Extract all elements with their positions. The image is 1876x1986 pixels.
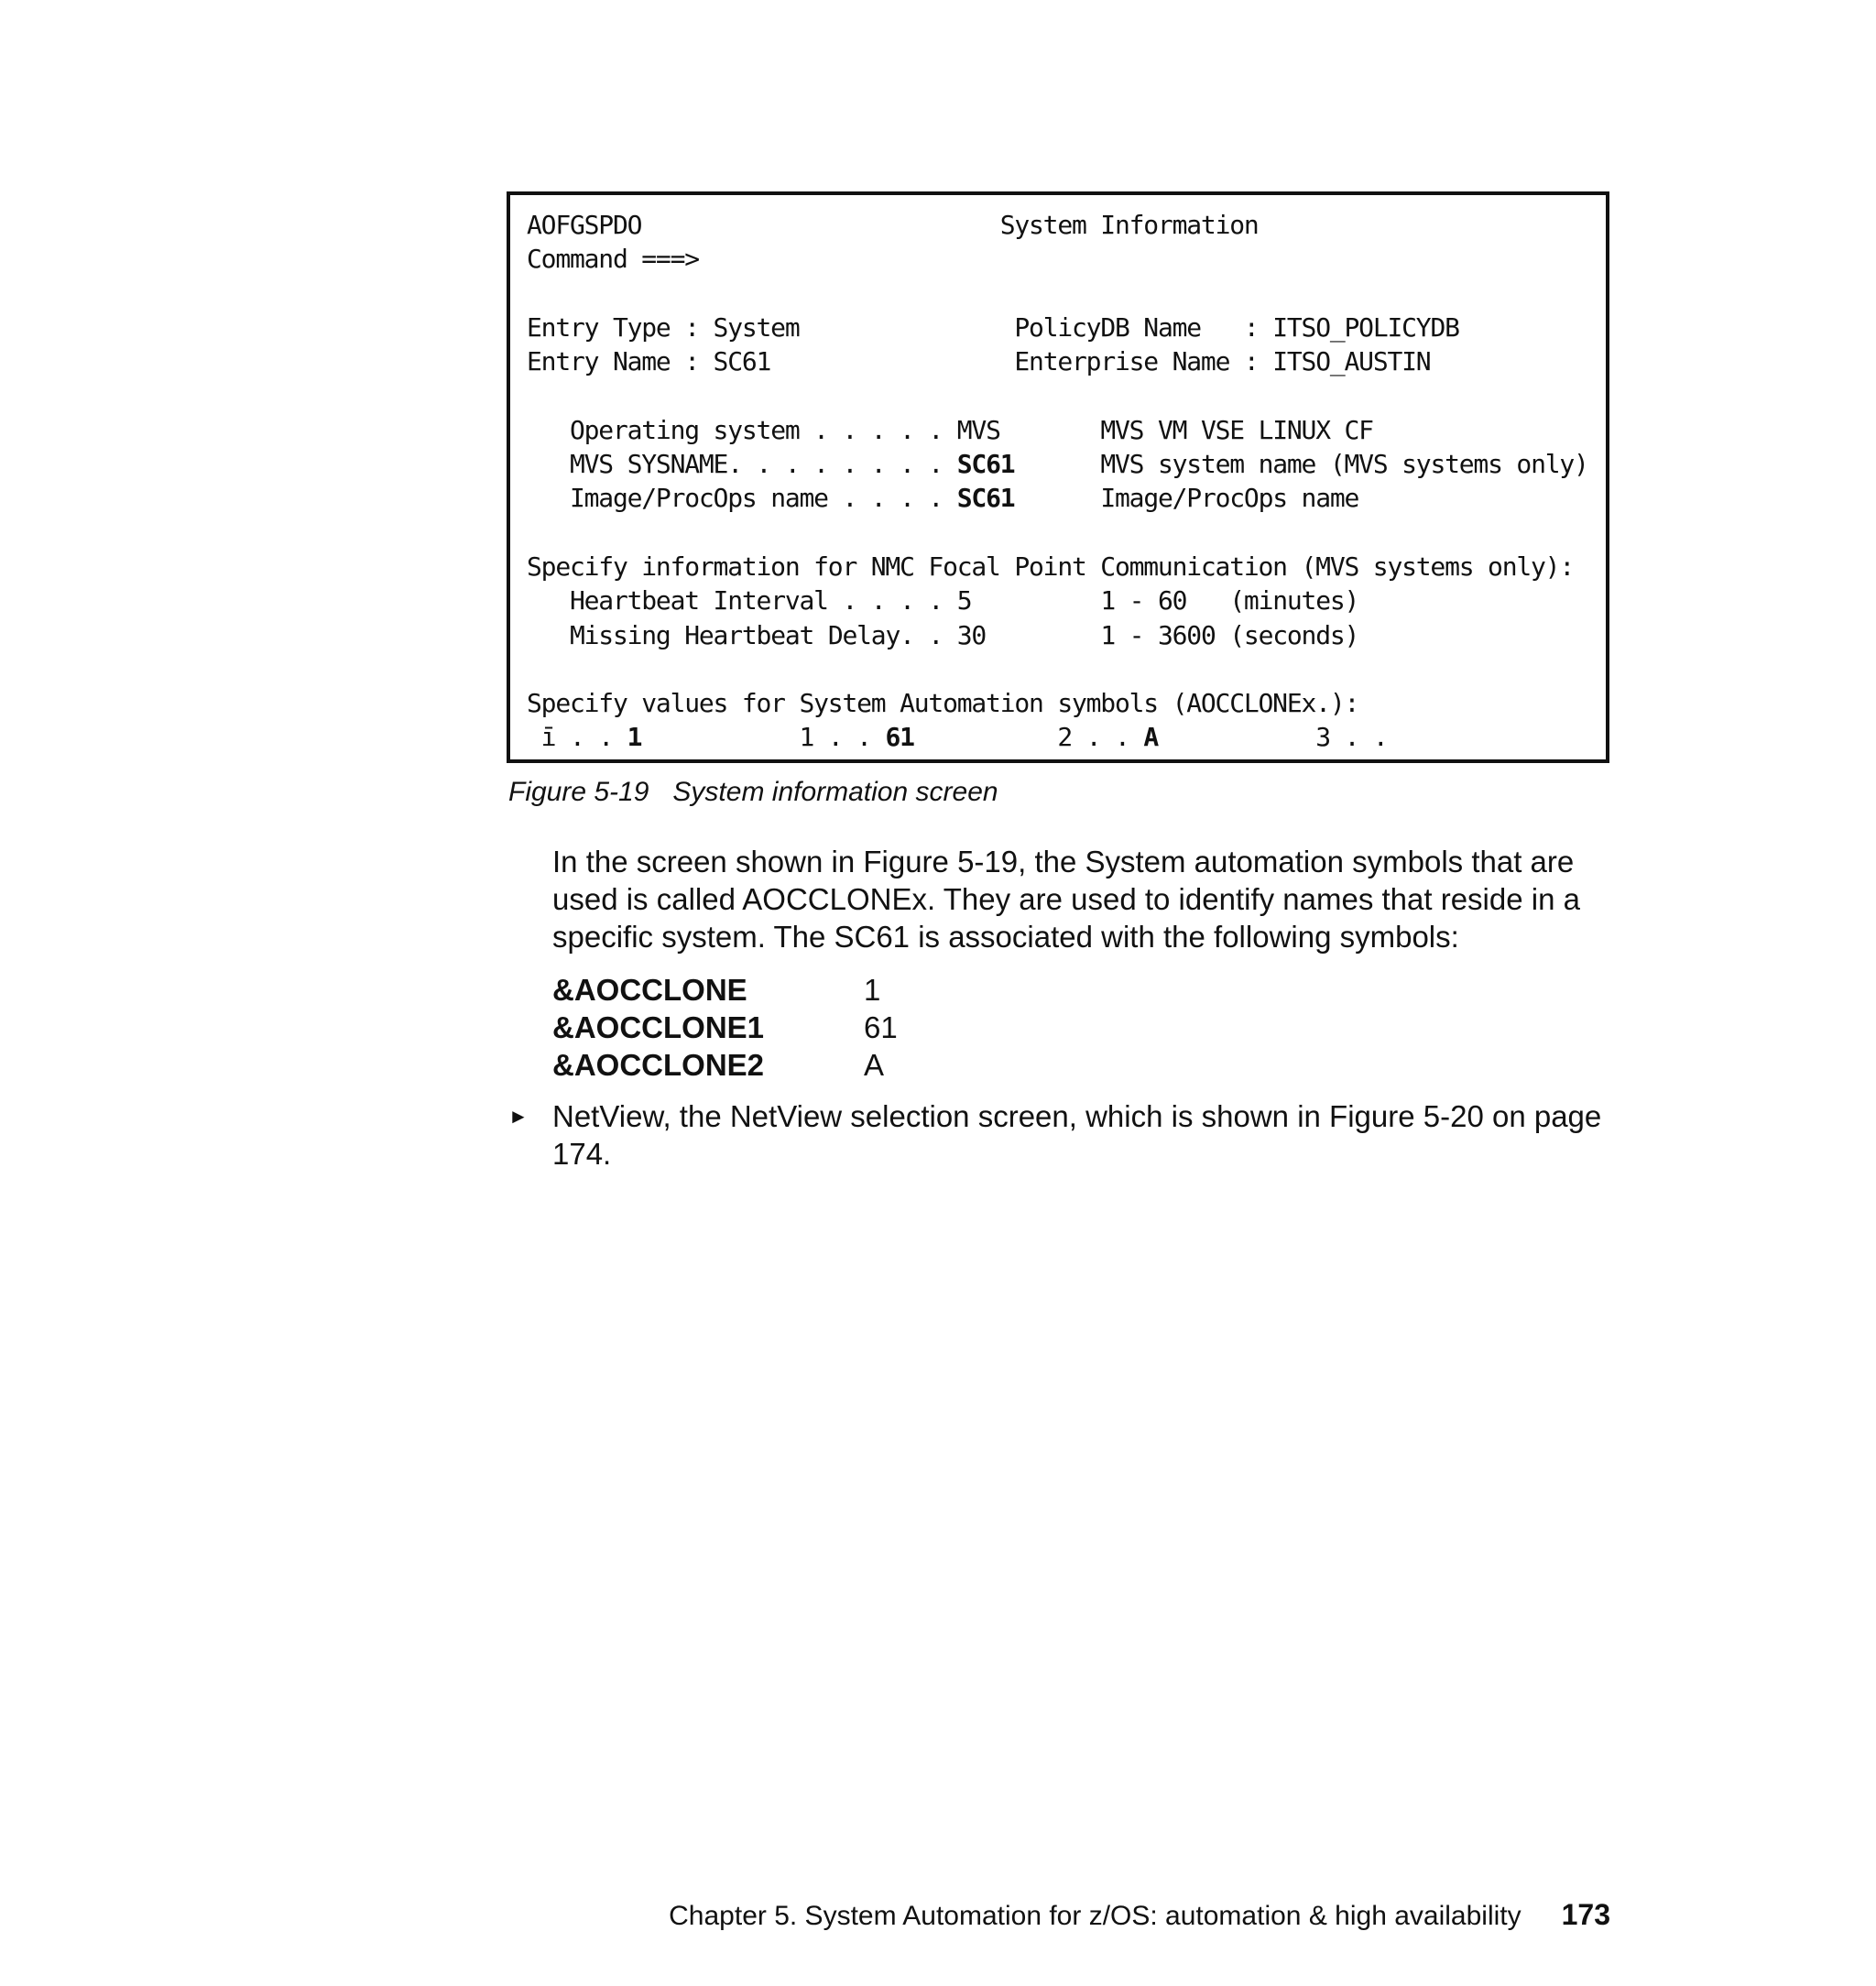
symbol-row [552,971,898,1009]
symbol-3-label[interactable]: 3 . . [1315,722,1402,753]
symbol-name: &AOCCLONE [552,973,747,1007]
operating-system-hint: MVS VM VSE LINUX CF [1100,414,1373,445]
system-information-screen [507,191,1609,763]
symbol-name: &AOCCLONE2 [552,1048,765,1082]
enterprise-value: ITSO_AUSTIN [1272,346,1431,377]
page-number: 173 [1561,1898,1610,1931]
policydb-value: ITSO_POLICYDB [1272,311,1459,343]
figure-title: System information screen [672,777,998,807]
missing-heartbeat-hint: 1 - 3600 (seconds) [1100,619,1359,650]
bullet-list-item [508,1097,1615,1173]
command-line [527,242,1589,276]
entry-type-line: Entry Type : System PolicyDB Name : ITSO_POLICYDB [527,311,1459,343]
bullet-text: NetView, the NetView selection screen, which is shown in Figure 5-20 on page 174. [552,1099,1602,1171]
image-procops-field[interactable]: Image/ProcOps name . . . . SC61 Image/ProcOps name [569,483,1359,514]
symbol-2-value[interactable]: A [1143,722,1159,753]
symbol-value: A [864,1048,885,1082]
triangle-bullet-icon: ► [508,1105,529,1128]
symbol-1-value[interactable]: 61 [885,722,914,753]
body-paragraph: In the screen shown in Figure 5-19, the System automation symbols that are used is called AOCCLONEx. They are used to identify names that reside in a specific system. The SC61 is associated with the following symbols: [552,845,1580,954]
command-prompt: Command ===> [527,244,699,275]
operating-system-value[interactable]: MVS [956,414,1000,445]
mvs-sysname-field[interactable]: MVS SYSNAME. . . . . . . . SC61 MVS system name (MVS systems only) [569,449,1588,480]
operating-system-field[interactable]: Operating system . . . . . MVS MVS VM VSE LINUX CF [569,414,1373,445]
mvs-sysname-hint: MVS system name (MVS systems only) [1100,449,1588,480]
mvs-sysname-value[interactable]: SC61 [956,449,1015,480]
figure-caption [508,777,998,808]
symbol-row [552,1046,898,1084]
entry-name-value: SC61 [713,346,771,377]
symbol-0-value[interactable]: 1 [627,722,642,753]
symbol-value: 1 [864,973,881,1007]
screen-title: System Information [999,210,1259,240]
symbol-row [552,1009,898,1046]
symbols-heading: Specify values for System Automation symbols (AOCCLONEx.): [527,688,1359,719]
nmc-heading: Specify information for NMC Focal Point Communication (MVS systems only): [527,551,1574,582]
entry-name-line: Entry Name : SC61 Enterprise Name : ITSO_AUSTIN [527,346,1431,377]
missing-heartbeat-value[interactable]: 30 [956,619,987,650]
figure-number: Figure 5-19 [508,777,649,807]
panel-id: AOFGSPDO [527,210,642,240]
chapter-title: Chapter 5. System Automation for z/OS: automation & high availability [669,1901,1522,1931]
heartbeat-interval-hint: 1 - 60 (minutes) [1100,585,1359,617]
heartbeat-interval-value[interactable]: 5 [956,585,972,617]
screen-header-line [527,208,1589,242]
page-footer [0,1898,1610,1932]
heartbeat-interval-field[interactable]: Heartbeat Interval . . . . 5 1 - 60 (minutes) [569,585,1359,617]
image-procops-hint: Image/ProcOps name [1100,483,1359,514]
entry-type-value: System [713,311,800,343]
symbols-fields[interactable]: ī . . 1 1 . . 61 2 . . A 3 . . [540,722,1402,753]
symbol-value: 61 [864,1010,898,1044]
image-procops-value[interactable]: SC61 [956,483,1015,514]
missing-heartbeat-field[interactable]: Missing Heartbeat Delay. . 30 1 - 3600 (seconds) [569,619,1359,650]
symbol-name: &AOCCLONE1 [552,1010,765,1044]
symbols-list [552,971,898,1084]
